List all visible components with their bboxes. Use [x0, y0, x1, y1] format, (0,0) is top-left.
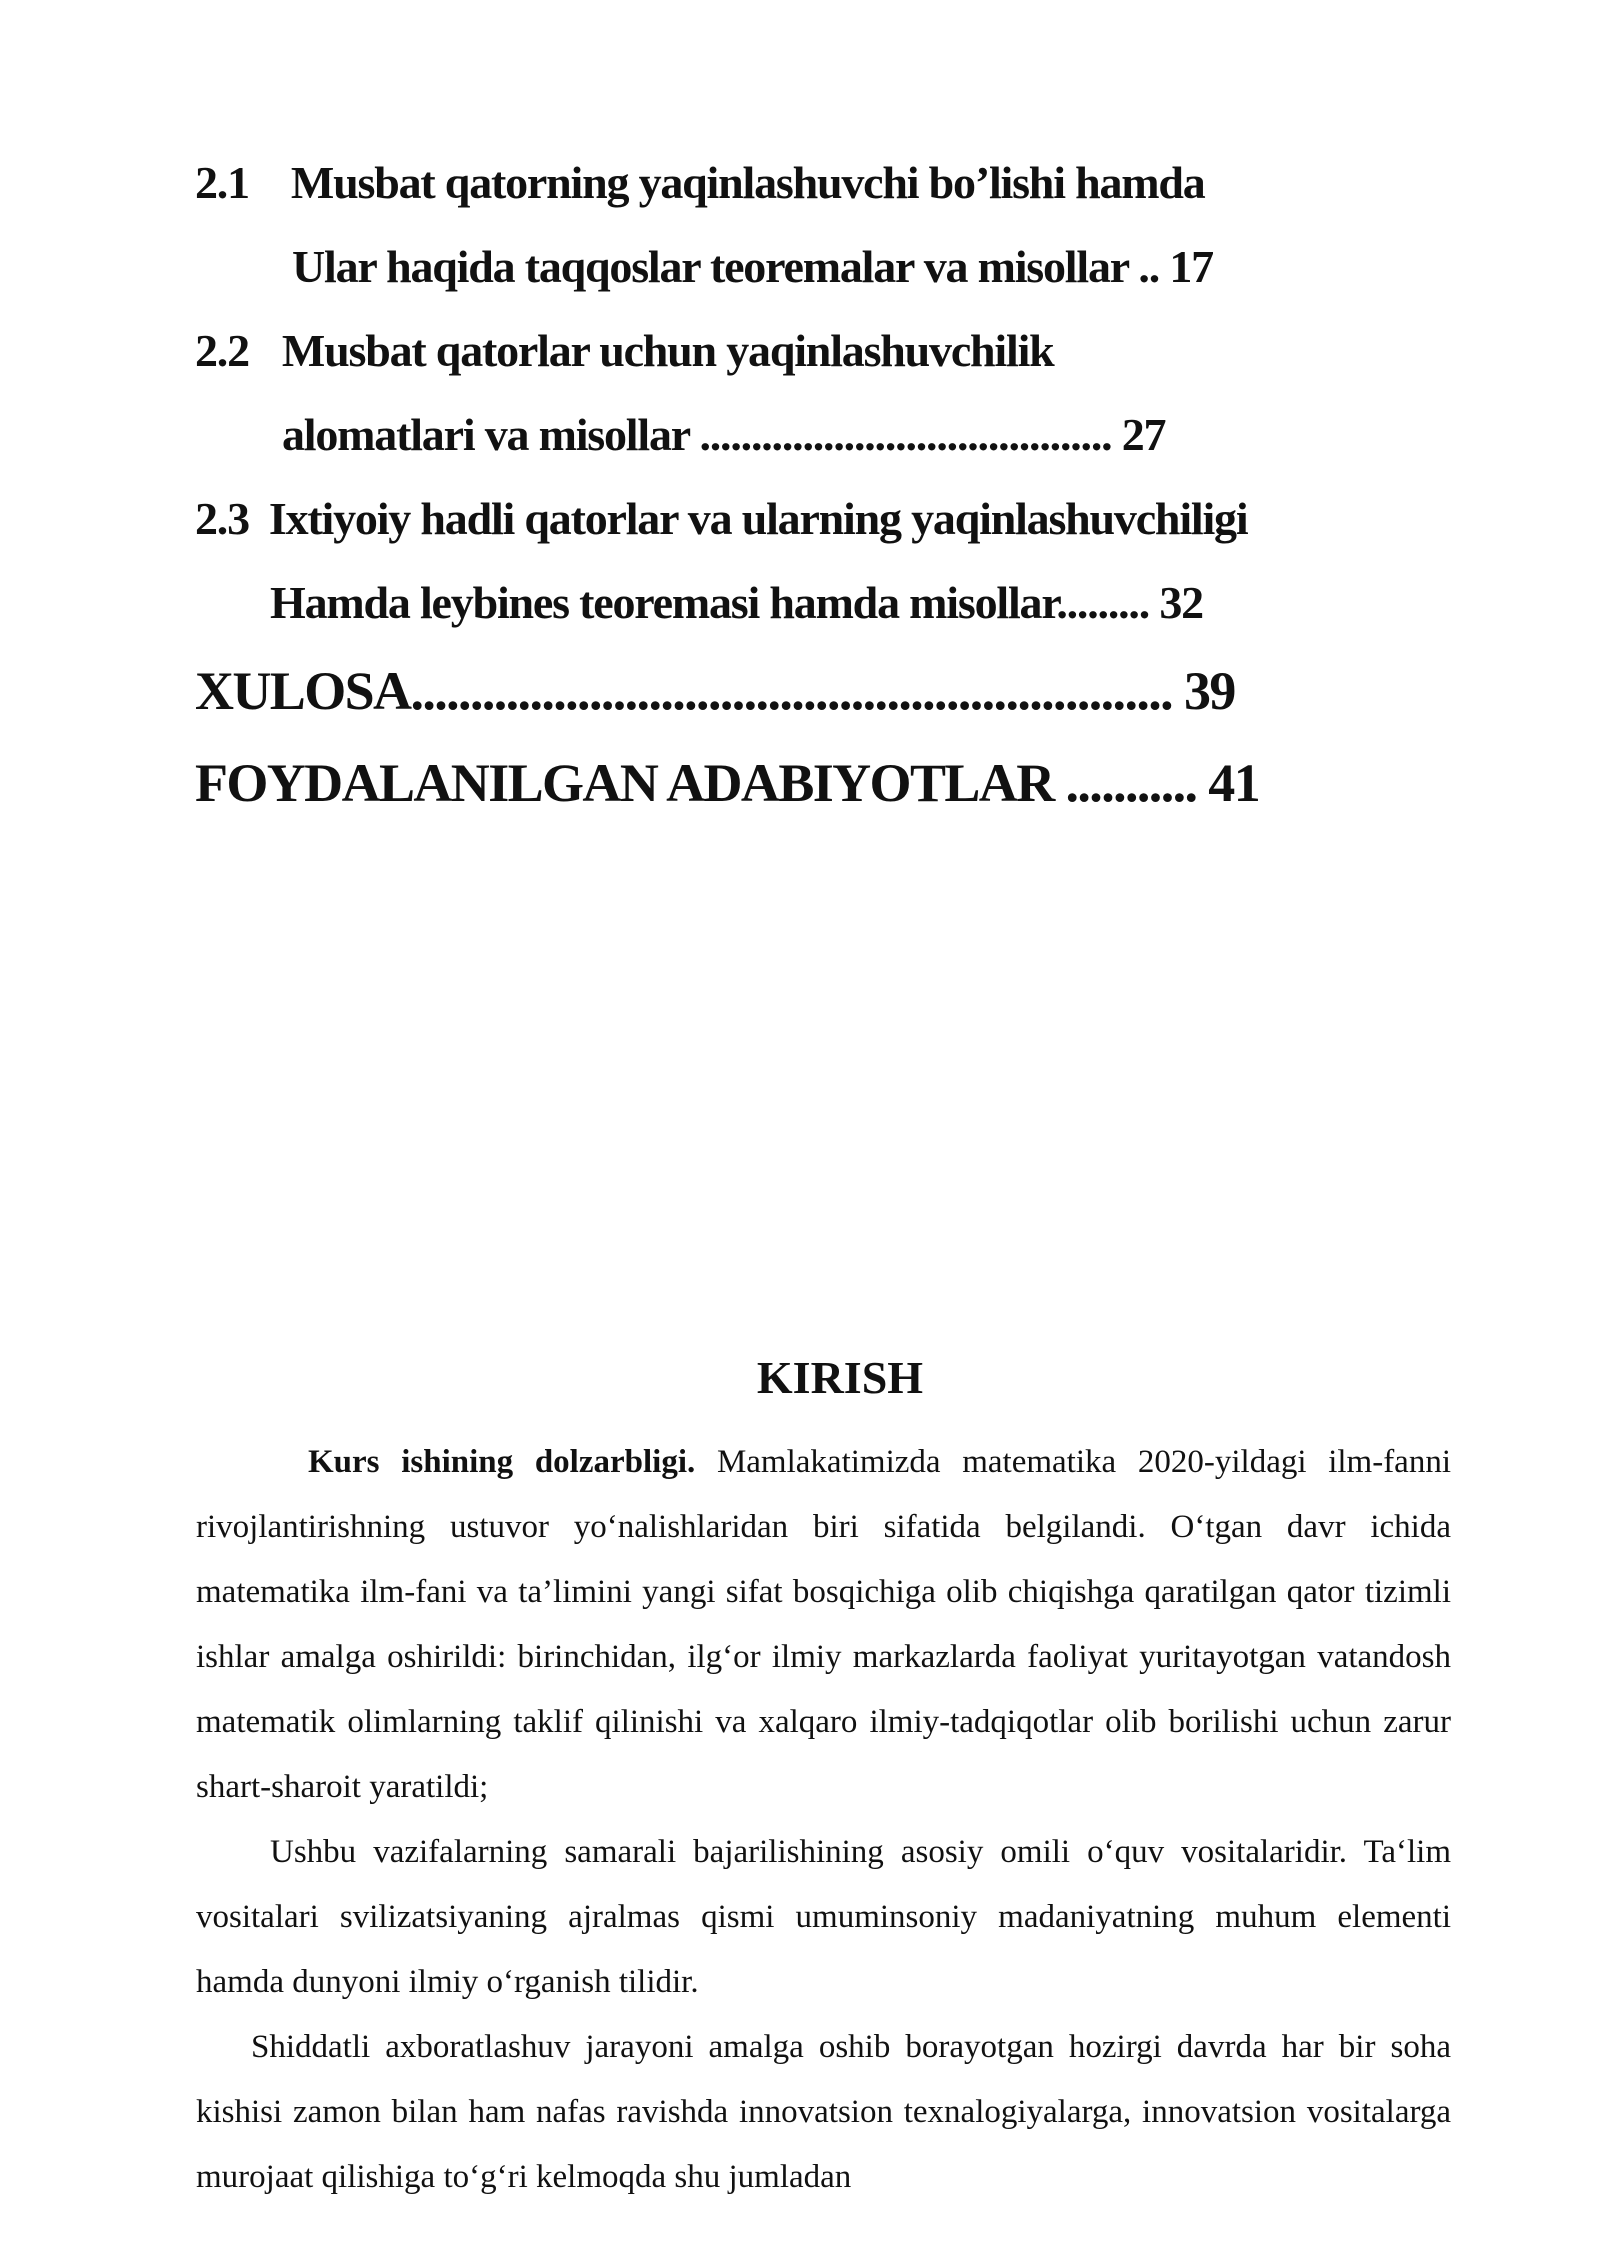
introduction-body — [196, 1430, 1451, 2210]
toc-entry-2-3-line-1 — [195, 486, 1345, 570]
paragraph-education-tools: Ushbu vazifalarning samarali bajarilishining asosiy omili o‘quv vositalaridir. Ta‘lim vositalari svilizatsiyaning ajralmas qismi umuminsoniy madaniyatning muhum elementi hamda dunyoni ilmiy o‘rganish tilidir. — [196, 1834, 1451, 2000]
paragraph-text: Mamlakatimizda matematika 2020-yildagi ilm-fanni rivojlantirishning ustuvor yo‘nalishlaridan biri sifatida belgilandi. O‘tgan davr ichida matematika ilm-fani va ta’limini yangi sifat bosqichiga olib chiqishga qaratilgan qator tizimli ishlar amalga oshirildi: birinchidan, ilg‘or ilmiy markazlarda faoliyat yuritayotgan vatandosh matematik olimlarning taklif qilinishi va xalqaro ilmiy-tadqiqotlar olib borilishi uchun zarur shart-sharoit yaratildi; — [196, 1444, 1452, 1805]
table-of-contents — [195, 150, 1345, 838]
toc-entry-adabiyotlar: FOYDALANILGAN ADABIYOTLAR ........... 41 — [195, 753, 1260, 813]
section-heading-kirish: KIRISH — [756, 1352, 924, 1403]
toc-entry-2-2-line-1 — [195, 318, 1345, 402]
toc-entry-2-3-line-2: Hamda leybines teoremasi hamda misollar......... 32 — [270, 577, 1203, 628]
toc-entry-xulosa: XULOSA................................................................ 39 — [195, 661, 1235, 721]
toc-entry-title: Ixtiyoiy hadli qatorlar va ularning yaqinlashuvchiligi — [268, 493, 1248, 544]
toc-entry-title: Musbat qatorning yaqinlashuvchi bo’lishi hamda — [290, 157, 1205, 208]
toc-entry-2-2-line-2: alomatlari va misollar ........................................ 27 — [282, 409, 1166, 460]
paragraph-informatization: Shiddatli axboratlashuv jarayoni amalga oshib borayotgan hozirgi davrda har bir soha kishisi zamon bilan ham nafas ravishda innovatsion texnalogiyalarga, innovatsion vositalarga murojaat qilishiga to‘g‘ri kelmoqda shu jumladan — [196, 2029, 1451, 2195]
toc-entry-2-1-line-1 — [195, 150, 1345, 234]
paragraph-relevance — [196, 1430, 1451, 1820]
toc-entry-title: Musbat qatorlar uchun yaqinlashuvchilik — [281, 325, 1054, 376]
toc-section-number: 2.1 — [195, 157, 249, 208]
toc-entry-2-1-line-2: Ular haqida taqqoslar teoremalar va misollar .. 17 — [292, 241, 1213, 292]
paragraph-lead: Kurs ishining dolzarbligi. — [308, 1444, 696, 1480]
toc-section-number: 2.3 — [195, 493, 249, 544]
toc-section-number: 2.2 — [195, 325, 249, 376]
